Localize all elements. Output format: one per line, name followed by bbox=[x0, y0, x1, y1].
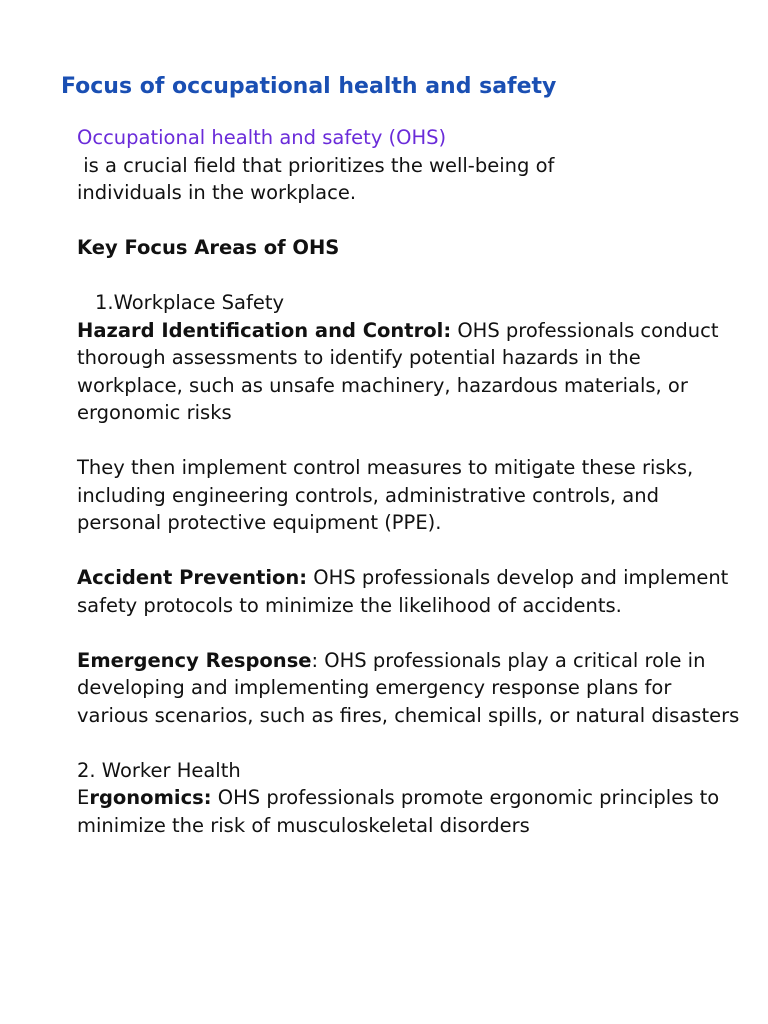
ergonomics-text: OHS professionals promote ergonomic principles to minimize the risk of musculoskeletal disorders bbox=[77, 786, 720, 837]
document-body bbox=[77, 124, 747, 839]
accident-paragraph bbox=[77, 564, 747, 619]
key-focus-heading-text: Key Focus Areas of OHS bbox=[77, 236, 340, 259]
spacer bbox=[77, 729, 747, 757]
emergency-text: : OHS professionals play a critical role in developing and implementing emergency response plans for various scenarios, such as fires, chemical spills, or natural disasters bbox=[77, 648, 740, 727]
spacer bbox=[77, 427, 747, 455]
spacer bbox=[77, 262, 747, 290]
control-paragraph: They then implement control measures to mitigate these risks, including engineering controls, administrative controls, and personal protective equipment (PPE). bbox=[77, 456, 694, 534]
ergonomics-label-first: E bbox=[77, 786, 90, 809]
spacer bbox=[77, 619, 747, 647]
ergonomics-paragraph bbox=[77, 784, 747, 839]
section-1-heading: 1.Workplace Safety bbox=[95, 291, 285, 314]
spacer bbox=[77, 207, 747, 235]
accident-label: Accident Prevention: bbox=[77, 566, 308, 589]
key-focus-heading bbox=[77, 234, 747, 262]
section-2-heading: 2. Worker Health bbox=[77, 758, 241, 782]
intro-term: Occupational health and safety (OHS) bbox=[77, 126, 447, 149]
hazard-text: OHS professionals conduct thorough assessments to identify potential hazards in the workplace, such as unsafe machinery, hazardous materials, or ergonomic risks bbox=[77, 318, 719, 424]
emergency-paragraph bbox=[77, 647, 747, 730]
accident-text: OHS professionals develop and implement safety protocols to minimize the likelihood of accidents. bbox=[77, 566, 729, 617]
document-title: Focus of occupational health and safety bbox=[61, 74, 557, 99]
spacer bbox=[77, 537, 747, 565]
emergency-label: Emergency Response bbox=[77, 648, 312, 672]
intro-line-1: is a crucial field that prioritizes the well-being of bbox=[77, 153, 555, 177]
intro-line-2: individuals in the workplace. bbox=[77, 181, 357, 204]
hazard-paragraph bbox=[77, 317, 747, 427]
hazard-label: Hazard Identification and Control: bbox=[77, 318, 452, 342]
ergonomics-label-rest: rgonomics: bbox=[89, 786, 212, 809]
